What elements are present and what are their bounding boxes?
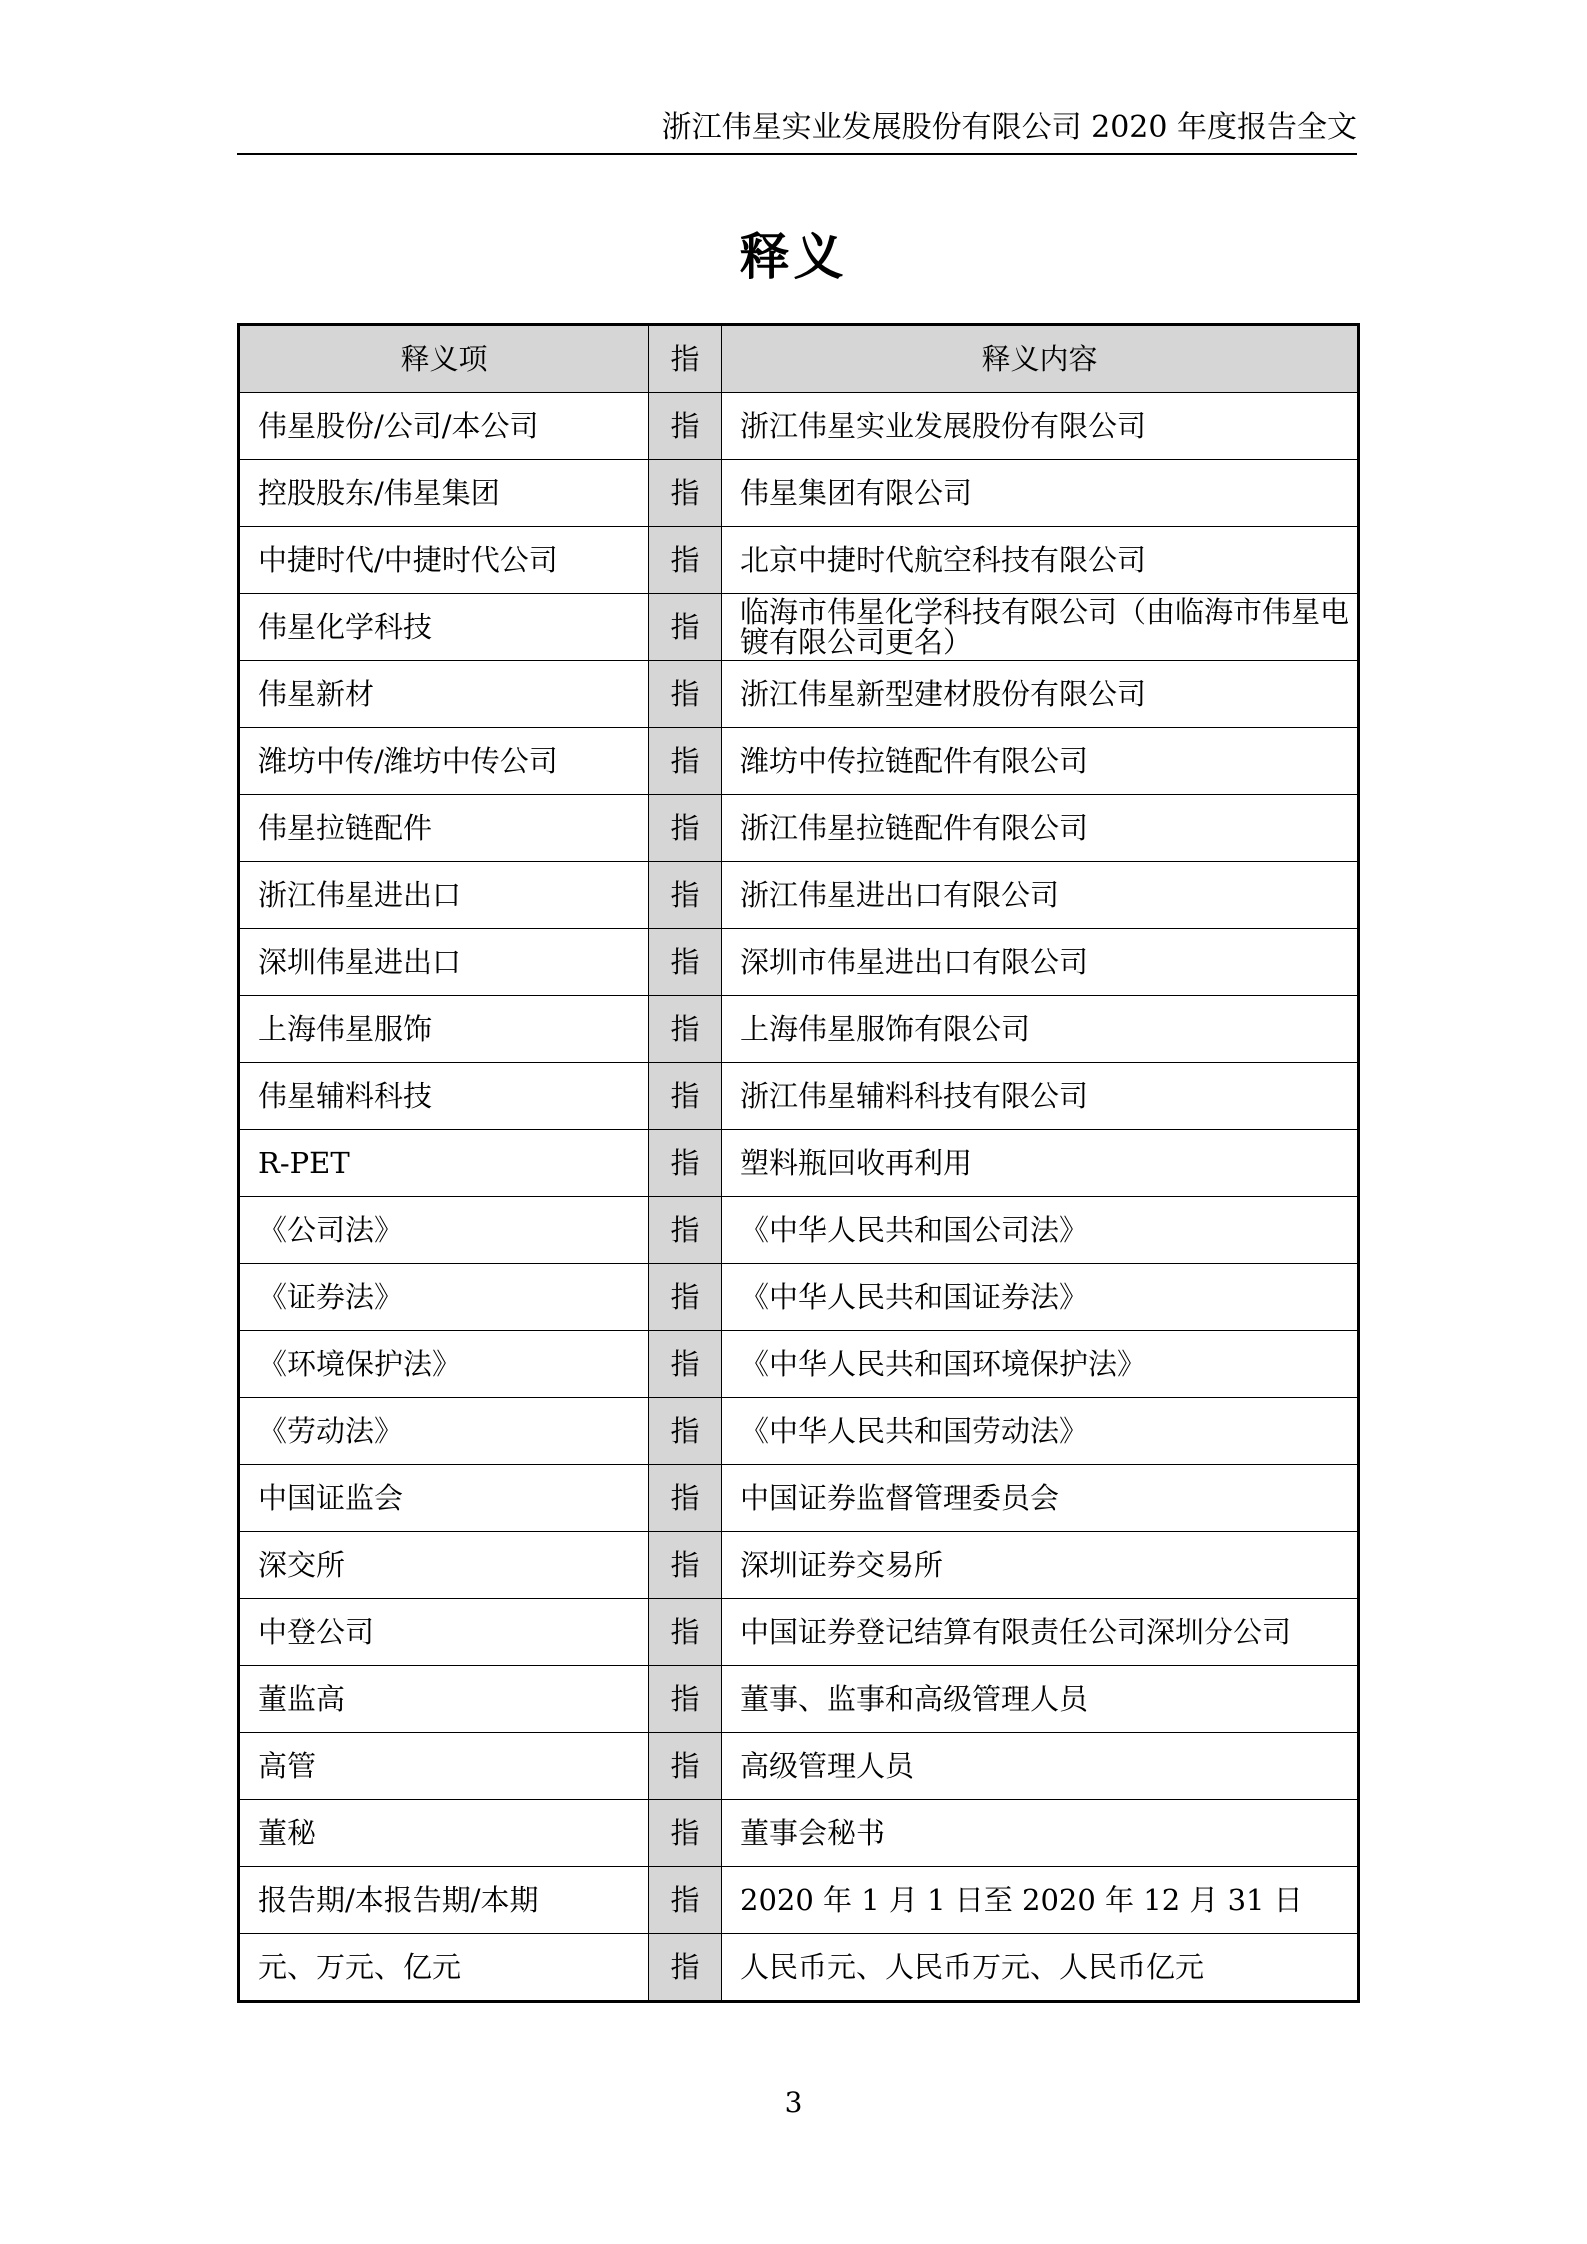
table-row bbox=[239, 1666, 1359, 1733]
meaning-cell: 塑料瓶回收再利用 bbox=[722, 1130, 1359, 1197]
page-title: 释义 bbox=[739, 227, 848, 286]
zhi-cell: 指 bbox=[649, 1465, 722, 1532]
term-cell: 《劳动法》 bbox=[239, 1398, 649, 1465]
term-cell: 深交所 bbox=[239, 1532, 649, 1599]
meaning-cell: 伟星集团有限公司 bbox=[722, 460, 1359, 527]
meaning-cell: 浙江伟星新型建材股份有限公司 bbox=[722, 661, 1359, 728]
table-row bbox=[239, 661, 1359, 728]
meaning-cell: 中国证券登记结算有限责任公司深圳分公司 bbox=[722, 1599, 1359, 1666]
meaning-cell: 浙江伟星拉链配件有限公司 bbox=[722, 795, 1359, 862]
meaning-cell: 深圳证券交易所 bbox=[722, 1532, 1359, 1599]
meaning-cell: 北京中捷时代航空科技有限公司 bbox=[722, 527, 1359, 594]
zhi-cell: 指 bbox=[649, 1532, 722, 1599]
header-rule bbox=[237, 153, 1357, 155]
zhi-cell: 指 bbox=[649, 1130, 722, 1197]
zhi-cell: 指 bbox=[649, 460, 722, 527]
term-cell: 伟星新材 bbox=[239, 661, 649, 728]
header-meaning: 释义内容 bbox=[722, 325, 1359, 393]
meaning-cell: 高级管理人员 bbox=[722, 1733, 1359, 1800]
header-zhi: 指 bbox=[649, 325, 722, 393]
meaning-cell: 浙江伟星实业发展股份有限公司 bbox=[722, 393, 1359, 460]
term-cell: 控股股东/伟星集团 bbox=[239, 460, 649, 527]
table-row bbox=[239, 1599, 1359, 1666]
zhi-cell: 指 bbox=[649, 1063, 722, 1130]
meaning-cell: 潍坊中传拉链配件有限公司 bbox=[722, 728, 1359, 795]
zhi-cell: 指 bbox=[649, 1800, 722, 1867]
zhi-cell: 指 bbox=[649, 1398, 722, 1465]
zhi-cell: 指 bbox=[649, 393, 722, 460]
zhi-cell: 指 bbox=[649, 1599, 722, 1666]
term-cell: R-PET bbox=[239, 1130, 649, 1197]
meaning-cell: 上海伟星服饰有限公司 bbox=[722, 996, 1359, 1063]
meaning-cell: 浙江伟星进出口有限公司 bbox=[722, 862, 1359, 929]
table-row bbox=[239, 1130, 1359, 1197]
term-cell: 伟星股份/公司/本公司 bbox=[239, 393, 649, 460]
running-header: 浙江伟星实业发展股份有限公司 2020 年度报告全文 bbox=[661, 110, 1357, 145]
zhi-cell: 指 bbox=[649, 1264, 722, 1331]
term-cell: 中国证监会 bbox=[239, 1465, 649, 1532]
table-row bbox=[239, 1063, 1359, 1130]
meaning-cell: 深圳市伟星进出口有限公司 bbox=[722, 929, 1359, 996]
term-cell: 伟星辅料科技 bbox=[239, 1063, 649, 1130]
zhi-cell: 指 bbox=[649, 795, 722, 862]
zhi-cell: 指 bbox=[649, 1197, 722, 1264]
term-cell: 董监高 bbox=[239, 1666, 649, 1733]
table-row bbox=[239, 460, 1359, 527]
table-row bbox=[239, 795, 1359, 862]
term-cell: 《环境保护法》 bbox=[239, 1331, 649, 1398]
zhi-cell: 指 bbox=[649, 996, 722, 1063]
page-number: 3 bbox=[784, 2086, 803, 2119]
table-row bbox=[239, 1733, 1359, 1800]
term-cell: 上海伟星服饰 bbox=[239, 996, 649, 1063]
zhi-cell: 指 bbox=[649, 1934, 722, 2002]
zhi-cell: 指 bbox=[649, 661, 722, 728]
zhi-cell: 指 bbox=[649, 594, 722, 661]
meaning-cell: 《中华人民共和国公司法》 bbox=[722, 1197, 1359, 1264]
table-row bbox=[239, 1398, 1359, 1465]
meaning-cell: 中国证券监督管理委员会 bbox=[722, 1465, 1359, 1532]
meaning-cell: 《中华人民共和国环境保护法》 bbox=[722, 1331, 1359, 1398]
zhi-cell: 指 bbox=[649, 1666, 722, 1733]
term-cell: 浙江伟星进出口 bbox=[239, 862, 649, 929]
table-header-row bbox=[239, 325, 1359, 393]
zhi-cell: 指 bbox=[649, 728, 722, 795]
term-cell: 中捷时代/中捷时代公司 bbox=[239, 527, 649, 594]
table-row bbox=[239, 1465, 1359, 1532]
table-row bbox=[239, 728, 1359, 795]
table-row bbox=[239, 1264, 1359, 1331]
term-cell: 中登公司 bbox=[239, 1599, 649, 1666]
table-row bbox=[239, 1867, 1359, 1934]
zhi-cell: 指 bbox=[649, 862, 722, 929]
term-cell: 报告期/本报告期/本期 bbox=[239, 1867, 649, 1934]
zhi-cell: 指 bbox=[649, 1331, 722, 1398]
table-row bbox=[239, 929, 1359, 996]
zhi-cell: 指 bbox=[649, 1733, 722, 1800]
term-cell: 《公司法》 bbox=[239, 1197, 649, 1264]
definitions-table bbox=[237, 323, 1360, 2003]
term-cell: 深圳伟星进出口 bbox=[239, 929, 649, 996]
meaning-cell: 临海市伟星化学科技有限公司（由临海市伟星电镀有限公司更名） bbox=[722, 594, 1359, 661]
zhi-cell: 指 bbox=[649, 1867, 722, 1934]
term-cell: 元、万元、亿元 bbox=[239, 1934, 649, 2002]
table-row bbox=[239, 527, 1359, 594]
term-cell: 伟星化学科技 bbox=[239, 594, 649, 661]
meaning-cell: 《中华人民共和国证券法》 bbox=[722, 1264, 1359, 1331]
table-row bbox=[239, 1532, 1359, 1599]
table-row bbox=[239, 996, 1359, 1063]
meaning-cell: 人民币元、人民币万元、人民币亿元 bbox=[722, 1934, 1359, 2002]
meaning-cell: 浙江伟星辅料科技有限公司 bbox=[722, 1063, 1359, 1130]
meaning-cell: 《中华人民共和国劳动法》 bbox=[722, 1398, 1359, 1465]
term-cell: 董秘 bbox=[239, 1800, 649, 1867]
zhi-cell: 指 bbox=[649, 527, 722, 594]
zhi-cell: 指 bbox=[649, 929, 722, 996]
table-row bbox=[239, 393, 1359, 460]
table-row bbox=[239, 1197, 1359, 1264]
table-row bbox=[239, 1800, 1359, 1867]
table-row bbox=[239, 1331, 1359, 1398]
table-row bbox=[239, 1934, 1359, 2002]
meaning-cell: 2020 年 1 月 1 日至 2020 年 12 月 31 日 bbox=[722, 1867, 1359, 1934]
table-row bbox=[239, 594, 1359, 661]
table-row bbox=[239, 862, 1359, 929]
term-cell: 潍坊中传/潍坊中传公司 bbox=[239, 728, 649, 795]
term-cell: 高管 bbox=[239, 1733, 649, 1800]
term-cell: 《证券法》 bbox=[239, 1264, 649, 1331]
meaning-cell: 董事、监事和高级管理人员 bbox=[722, 1666, 1359, 1733]
term-cell: 伟星拉链配件 bbox=[239, 795, 649, 862]
header-term: 释义项 bbox=[239, 325, 649, 393]
meaning-cell: 董事会秘书 bbox=[722, 1800, 1359, 1867]
